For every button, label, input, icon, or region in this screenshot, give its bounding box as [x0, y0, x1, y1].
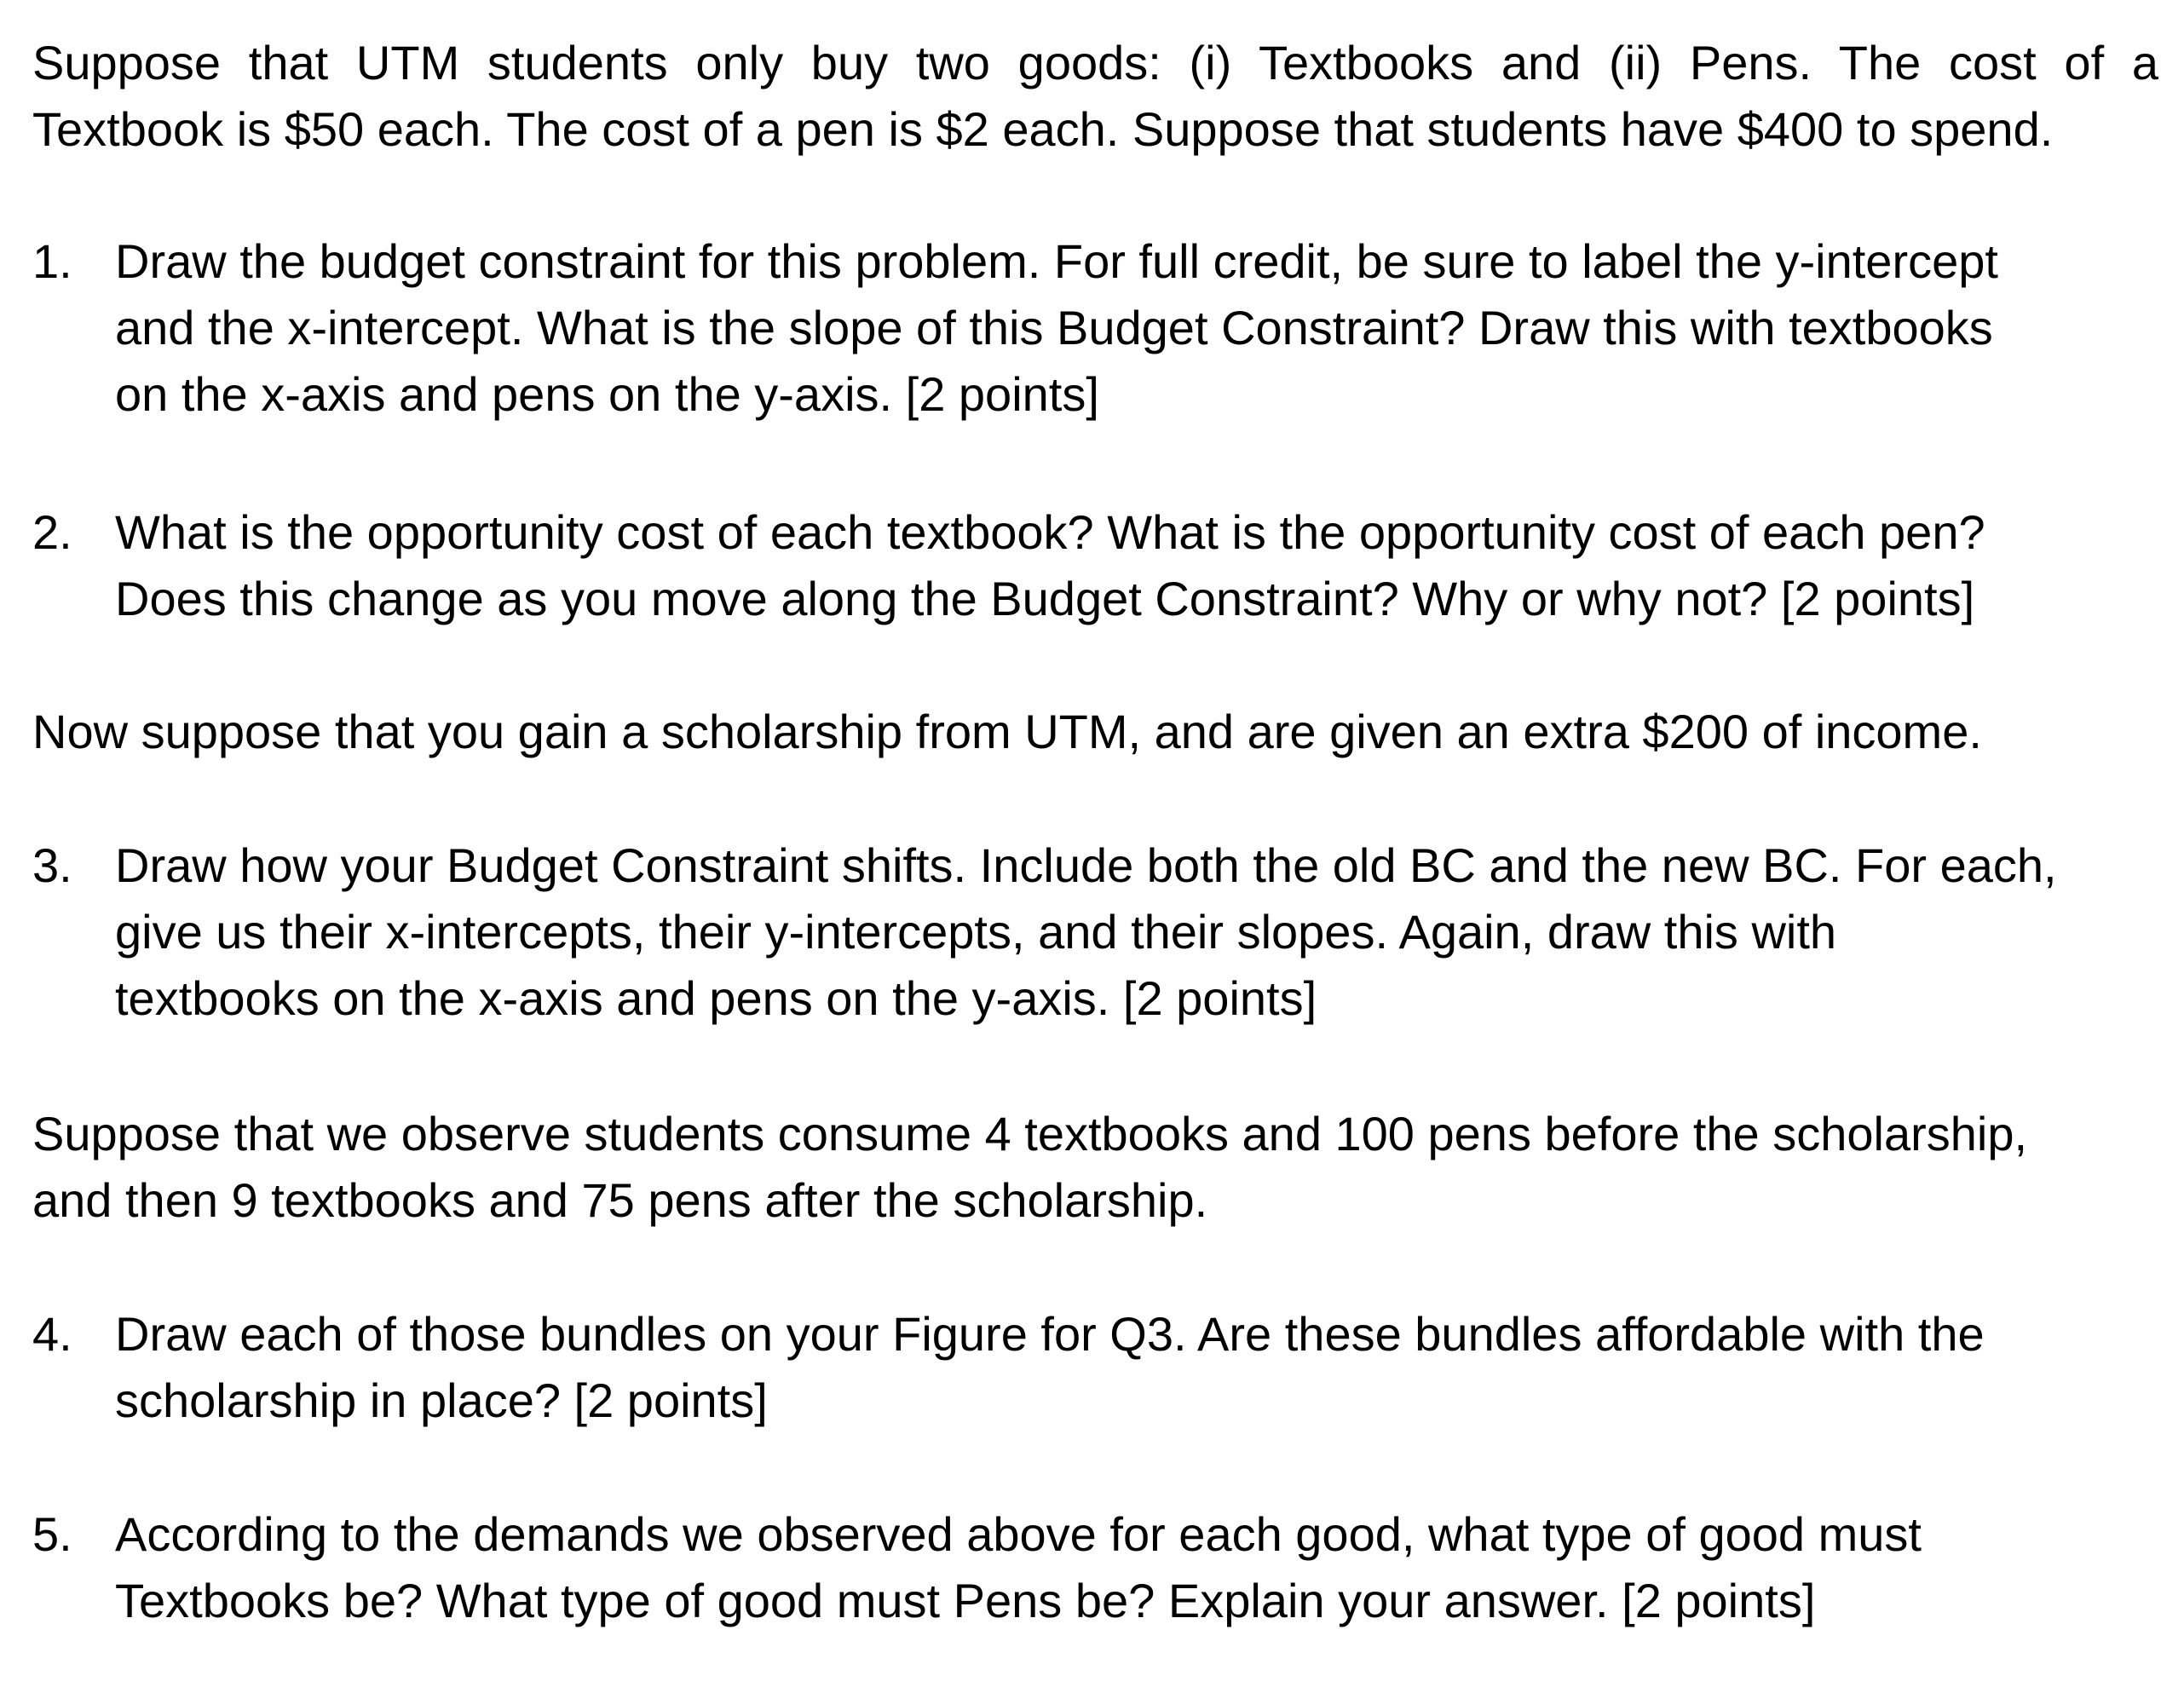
- intro-line-1: Suppose that UTM students only buy two goods: (i) Textbooks and (ii) Pens. The cost of a: [32, 36, 2158, 89]
- question-line: give us their x-intercepts, their y-intercepts, and their slopes. Again, draw this with: [115, 905, 1837, 959]
- observation-line-2: and then 9 textbooks and 75 pens after the scholarship.: [32, 1173, 1208, 1227]
- question-line: and the x-intercept. What is the slope of this Budget Constraint? Draw this with textbooks: [115, 301, 1993, 354]
- question-number: 2.: [32, 505, 72, 559]
- question-line: Textbooks be? What type of good must Pens be? Explain your answer. [2 points]: [115, 1574, 1816, 1627]
- question-text: [115, 228, 2158, 428]
- intro-paragraph: [32, 30, 2158, 163]
- question-number: 4.: [32, 1307, 72, 1361]
- observation-paragraph: [32, 1101, 2158, 1234]
- question-text: [115, 499, 2158, 632]
- question-line: According to the demands we observed above for each good, what type of good must: [115, 1507, 1922, 1561]
- scholarship-paragraph: [32, 699, 2158, 765]
- question-number: 5.: [32, 1507, 72, 1561]
- question-line: on the x-axis and pens on the y-axis. [2 points]: [115, 367, 1099, 421]
- question-5: [32, 1501, 2158, 1634]
- question-4: [32, 1301, 2158, 1434]
- scholarship-line: Now suppose that you gain a scholarship from UTM, and are given an extra $200 of income.: [32, 705, 1982, 758]
- question-line: Does this change as you move along the Budget Constraint? Why or why not? [2 points]: [115, 572, 1975, 625]
- question-line: textbooks on the x-axis and pens on the y-axis. [2 points]: [115, 971, 1317, 1025]
- question-1: [32, 228, 2158, 428]
- question-text: [115, 1301, 2158, 1434]
- question-line: scholarship in place? [2 points]: [115, 1373, 768, 1427]
- intro-line-2: Textbook is $50 each. The cost of a pen is $2 each. Suppose that students have $400 to spend.: [32, 102, 2054, 156]
- question-line: Draw the budget constraint for this problem. For full credit, be sure to label the y-intercept: [115, 234, 1998, 288]
- question-line: What is the opportunity cost of each textbook? What is the opportunity cost of each pen?: [115, 505, 1985, 559]
- observation-line-1: Suppose that we observe students consume 4 textbooks and 100 pens before the scholarship,: [32, 1107, 2028, 1160]
- question-text: [115, 1501, 2158, 1634]
- question-3: [32, 832, 2158, 1032]
- question-text: [115, 832, 2158, 1032]
- question-line: Draw each of those bundles on your Figure for Q3. Are these bundles affordable with the: [115, 1307, 1985, 1361]
- question-number: 1.: [32, 234, 72, 288]
- question-2: [32, 499, 2158, 632]
- question-line: Draw how your Budget Constraint shifts. Include both the old BC and the new BC. For each,: [115, 838, 2057, 892]
- question-number: 3.: [32, 838, 72, 892]
